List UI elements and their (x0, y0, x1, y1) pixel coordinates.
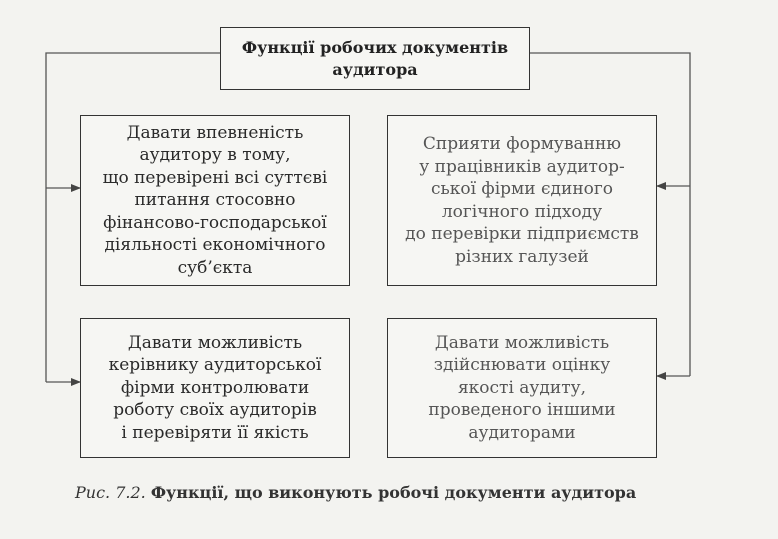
figure-caption (75, 483, 636, 502)
function-text-line: Давати можливість (434, 332, 610, 353)
diagram-title-box (220, 27, 530, 90)
function-text-line: Сприяти формуванню (422, 134, 622, 154)
title-line: Функції робочих документів (241, 37, 509, 57)
function-box-control (80, 318, 350, 458)
function-text-line: суб’єкта (177, 257, 253, 278)
function-text-line: Давати можливість (127, 332, 303, 353)
function-text-line: фірми контролювати (120, 377, 310, 398)
caption-text: Функції, що виконують робочі документи аудитора (150, 483, 637, 502)
function-text-line: діяльності економічного (104, 235, 326, 256)
function-text-line: здійснювати оцінку (433, 355, 611, 376)
function-text-line: і перевіряти її якість (121, 422, 309, 443)
function-text-line: аудитору в тому, (139, 145, 291, 166)
function-text-line: до перевірки підприємств (405, 224, 639, 244)
function-text-line: роботу своїх аудиторів (113, 400, 317, 421)
function-text-line: фінансово-господарської (103, 212, 327, 233)
function-box-quality-review (387, 318, 657, 458)
caption-prefix: Рис. 7.2. (75, 483, 146, 502)
function-box-unified-approach (387, 115, 657, 286)
function-text-line: різних галузей (455, 246, 589, 267)
title-line: аудитора (332, 59, 418, 79)
function-text-line: аудиторами (468, 422, 576, 443)
function-text-line: що перевірені всі суттєві (102, 167, 328, 188)
function-text-line: у працівників аудитор- (419, 156, 625, 177)
function-text-line: проведеного іншими (428, 400, 616, 421)
function-box-confidence (80, 115, 350, 286)
function-text-line: якості аудиту, (457, 377, 587, 398)
function-text-line: питання стосовно (134, 190, 296, 211)
function-text-line: ської фірми єдиного (430, 179, 614, 199)
function-text-line: логічного підходу (441, 201, 603, 222)
function-text-line: Давати впевненість (126, 122, 304, 143)
function-text-line: керівнику аудиторської (108, 355, 322, 376)
